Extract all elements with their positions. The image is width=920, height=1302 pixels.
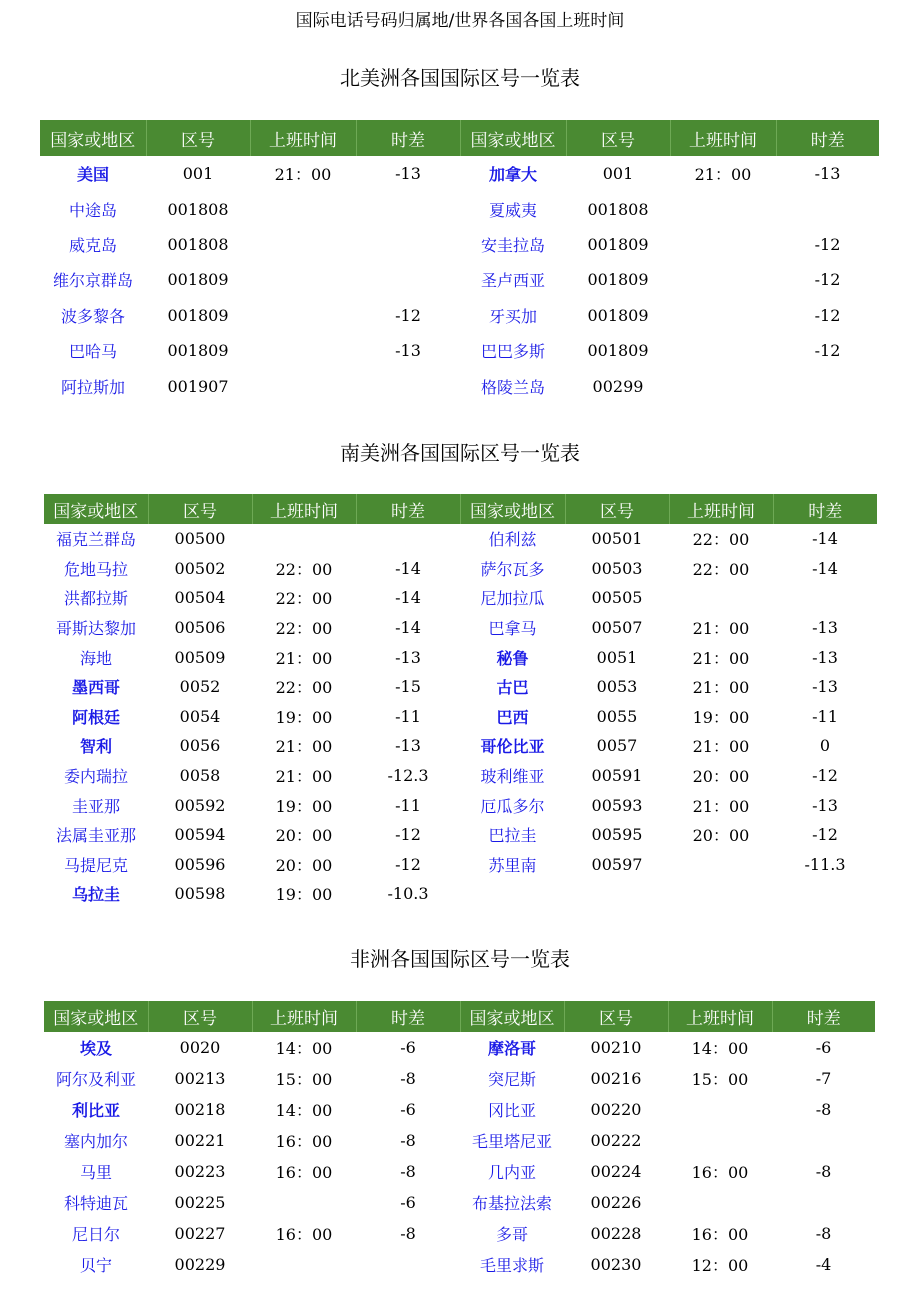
time-diff-cell: -12 xyxy=(814,234,841,254)
code-cell: 00506 xyxy=(174,618,226,638)
table-row xyxy=(44,1218,875,1249)
column-header: 上班时间 xyxy=(669,494,773,524)
code-cell: 00216 xyxy=(590,1069,642,1088)
time-diff-cell: -13 xyxy=(395,341,421,361)
code-cell: 00595 xyxy=(591,825,643,845)
table-row xyxy=(44,820,877,850)
time-diff-cell: -8 xyxy=(815,1224,832,1243)
code-cell: 00591 xyxy=(591,766,643,786)
column-header: 国家或地区 xyxy=(44,1001,148,1032)
country-cell: 几内亚 xyxy=(487,1163,536,1182)
work-time-cell: 21：00 xyxy=(275,648,333,668)
table-row xyxy=(40,191,879,226)
code-cell: 00593 xyxy=(591,795,643,815)
time-diff-cell: -8 xyxy=(400,1131,416,1150)
country-cell: 威克岛 xyxy=(68,235,117,255)
code-cell: 0056 xyxy=(179,736,221,756)
country-cell: 塞内加尔 xyxy=(63,1132,128,1151)
work-time-cell xyxy=(250,191,356,226)
south-america-table xyxy=(44,494,877,909)
country-cell: 海地 xyxy=(79,648,112,668)
time-diff-cell: -13 xyxy=(395,164,421,184)
work-time-cell: 16：00 xyxy=(275,1163,333,1182)
time-diff-cell: -6 xyxy=(815,1038,832,1057)
code-cell: 001907 xyxy=(167,376,229,396)
country-cell: 乌拉圭 xyxy=(71,885,120,905)
time-diff-cell xyxy=(356,524,460,554)
country-cell: 摩洛哥 xyxy=(487,1039,536,1058)
code-cell: 00220 xyxy=(590,1100,642,1119)
table-row xyxy=(44,613,877,643)
country-cell: 圣卢西亚 xyxy=(480,271,545,291)
time-diff-cell: 0 xyxy=(819,736,831,756)
table-row xyxy=(44,1032,875,1063)
work-time-cell: 20：00 xyxy=(692,767,750,787)
time-diff-cell: -12 xyxy=(814,305,841,325)
code-cell: 00229 xyxy=(174,1255,226,1274)
section-title-south-america: 南美洲各国国际区号一览表 xyxy=(340,441,580,465)
work-time-cell: 16：00 xyxy=(275,1225,333,1244)
country-cell: 哥伦比亚 xyxy=(480,737,545,757)
country-cell: 洪都拉斯 xyxy=(63,589,128,609)
code-cell: 00504 xyxy=(174,588,226,608)
table-row xyxy=(40,368,879,403)
code-cell: 001808 xyxy=(167,199,229,219)
africa-table xyxy=(44,1001,875,1280)
time-diff-cell: -10.3 xyxy=(387,884,429,904)
table-row xyxy=(40,227,879,262)
time-diff-cell: -13 xyxy=(814,164,841,184)
code-cell: 00299 xyxy=(592,376,644,396)
work-time-cell: 22：00 xyxy=(275,589,333,609)
table-row xyxy=(44,1125,875,1156)
work-time-cell xyxy=(250,298,356,333)
time-diff-cell: -8 xyxy=(400,1162,416,1181)
code-cell: 00505 xyxy=(591,588,643,608)
work-time-cell: 19：00 xyxy=(692,707,750,727)
code-cell: 00503 xyxy=(591,558,643,578)
country-cell: 巴拉圭 xyxy=(488,826,537,846)
code-cell: 001809 xyxy=(587,270,649,290)
code-cell: 00501 xyxy=(591,529,643,549)
column-header: 上班时间 xyxy=(670,120,776,156)
work-time-cell xyxy=(250,333,356,368)
code-cell: 00226 xyxy=(590,1193,642,1212)
time-diff-cell: -14 xyxy=(812,558,838,578)
country-cell: 阿尔及利亚 xyxy=(55,1070,136,1089)
country-cell: 巴拿马 xyxy=(488,619,537,639)
time-diff-cell xyxy=(356,191,460,226)
work-time-cell: 21：00 xyxy=(692,796,750,816)
time-diff-cell xyxy=(356,1249,460,1280)
code-cell: 00228 xyxy=(590,1224,642,1243)
code-cell: 0058 xyxy=(179,766,221,786)
country-cell: 智利 xyxy=(79,737,112,757)
country-cell: 突尼斯 xyxy=(487,1070,536,1089)
table-row xyxy=(44,702,877,732)
code-cell: 001 xyxy=(602,164,634,184)
code-cell: 001809 xyxy=(587,305,649,325)
country-cell: 厄瓜多尔 xyxy=(480,796,545,816)
work-time-cell: 20：00 xyxy=(275,855,333,875)
column-header: 区号 xyxy=(148,494,252,524)
work-time-cell: 21：00 xyxy=(275,767,333,787)
work-time-cell: 21：00 xyxy=(692,678,750,698)
time-diff-cell: -11 xyxy=(395,706,421,726)
country-cell: 多哥 xyxy=(495,1225,528,1244)
code-cell: 00223 xyxy=(174,1162,226,1181)
code-cell: 001809 xyxy=(167,305,229,325)
work-time-cell xyxy=(250,227,356,262)
table-row xyxy=(44,850,877,880)
code-cell: 00598 xyxy=(174,884,226,904)
country-cell: 阿根廷 xyxy=(71,707,120,727)
table-row xyxy=(44,642,877,672)
code-cell: 00596 xyxy=(174,854,226,874)
code-cell: 00507 xyxy=(591,618,643,638)
code-cell: 001 xyxy=(182,164,214,184)
country-cell: 尼加拉瓜 xyxy=(480,589,545,609)
country-cell: 加拿大 xyxy=(488,165,537,185)
column-header: 上班时间 xyxy=(668,1001,772,1032)
country-cell: 埃及 xyxy=(79,1039,112,1058)
time-diff-cell: -12.3 xyxy=(387,766,429,786)
work-time-cell: 14：00 xyxy=(691,1039,749,1058)
country-cell xyxy=(460,879,565,909)
country-cell: 波多黎各 xyxy=(60,306,125,326)
time-diff-cell xyxy=(776,191,879,226)
column-header: 区号 xyxy=(566,120,670,156)
country-cell: 利比亚 xyxy=(71,1101,120,1120)
country-cell: 毛里塔尼亚 xyxy=(471,1132,552,1151)
table-row xyxy=(44,524,877,554)
work-time-cell xyxy=(252,1249,356,1280)
table-row xyxy=(40,262,879,297)
table-row xyxy=(44,1187,875,1218)
work-time-cell: 22：00 xyxy=(692,530,750,550)
code-cell: 001809 xyxy=(167,341,229,361)
column-header: 国家或地区 xyxy=(460,120,566,156)
work-time-cell: 21：00 xyxy=(692,737,750,757)
column-header: 时差 xyxy=(773,494,877,524)
code-cell: 00594 xyxy=(174,825,226,845)
table-row xyxy=(44,583,877,613)
work-time-cell xyxy=(670,191,776,226)
code-cell: 00502 xyxy=(174,558,226,578)
work-time-cell xyxy=(670,368,776,403)
country-cell: 古巴 xyxy=(496,678,529,698)
time-diff-cell: -8 xyxy=(815,1100,832,1119)
table-header-row xyxy=(44,1001,875,1032)
time-diff-cell: -4 xyxy=(815,1255,832,1274)
country-cell: 伯利兹 xyxy=(488,530,537,550)
work-time-cell: 21：00 xyxy=(692,648,750,668)
time-diff-cell: -7 xyxy=(815,1069,832,1088)
column-header: 国家或地区 xyxy=(44,494,148,524)
time-diff-cell: -8 xyxy=(815,1162,832,1181)
code-cell: 00225 xyxy=(174,1193,226,1212)
document-title: 国际电话号码归属地/世界各国各国上班时间 xyxy=(295,11,625,31)
time-diff-cell: -11 xyxy=(812,706,838,726)
work-time-cell xyxy=(668,1094,772,1125)
time-diff-cell: -14 xyxy=(395,618,421,638)
work-time-cell: 21：00 xyxy=(274,165,332,185)
time-diff-cell: -14 xyxy=(395,558,421,578)
column-header: 时差 xyxy=(776,120,879,156)
work-time-cell xyxy=(668,1125,772,1156)
country-cell: 墨西哥 xyxy=(71,678,120,698)
time-diff-cell xyxy=(773,583,877,613)
code-cell: 001808 xyxy=(167,234,229,254)
column-header: 时差 xyxy=(356,1001,460,1032)
time-diff-cell xyxy=(773,879,877,909)
country-cell: 冈比亚 xyxy=(487,1101,536,1120)
time-diff-cell: -6 xyxy=(400,1100,416,1119)
code-cell: 00500 xyxy=(174,529,226,549)
time-diff-cell: -13 xyxy=(812,647,838,667)
time-diff-cell: -12 xyxy=(812,825,838,845)
work-time-cell xyxy=(669,879,773,909)
code-cell xyxy=(565,879,669,909)
code-cell: 00230 xyxy=(590,1255,642,1274)
work-time-cell: 19：00 xyxy=(275,796,333,816)
column-header: 时差 xyxy=(772,1001,875,1032)
work-time-cell: 22：00 xyxy=(275,678,333,698)
time-diff-cell: -13 xyxy=(812,677,838,697)
code-cell: 00509 xyxy=(174,647,226,667)
work-time-cell: 16：00 xyxy=(275,1132,333,1151)
work-time-cell xyxy=(252,1187,356,1218)
country-cell: 夏威夷 xyxy=(488,200,537,220)
code-cell: 001809 xyxy=(587,234,649,254)
work-time-cell: 19：00 xyxy=(275,707,333,727)
code-cell: 0054 xyxy=(179,706,221,726)
country-cell: 秘鲁 xyxy=(496,648,529,668)
code-cell: 001809 xyxy=(167,270,229,290)
work-time-cell xyxy=(670,298,776,333)
code-cell: 00210 xyxy=(590,1038,642,1057)
work-time-cell: 15：00 xyxy=(691,1070,749,1089)
code-cell: 00227 xyxy=(174,1224,226,1243)
code-cell: 0053 xyxy=(596,677,638,697)
code-cell: 0020 xyxy=(179,1038,221,1057)
work-time-cell: 21：00 xyxy=(275,737,333,757)
code-cell: 00221 xyxy=(174,1131,226,1150)
column-header: 时差 xyxy=(356,494,460,524)
work-time-cell xyxy=(250,368,356,403)
time-diff-cell: -13 xyxy=(395,647,421,667)
time-diff-cell: -11 xyxy=(395,795,421,815)
work-time-cell: 19：00 xyxy=(275,885,333,905)
code-cell: 00592 xyxy=(174,795,226,815)
column-header: 国家或地区 xyxy=(40,120,146,156)
code-cell: 00597 xyxy=(591,854,643,874)
table-row xyxy=(40,156,879,191)
table-row xyxy=(44,790,877,820)
country-cell: 巴西 xyxy=(496,707,529,727)
column-header: 时差 xyxy=(356,120,460,156)
work-time-cell xyxy=(252,524,356,554)
country-cell: 格陵兰岛 xyxy=(480,377,545,397)
table-header-row xyxy=(44,494,877,524)
country-cell: 科特迪瓦 xyxy=(63,1194,128,1213)
code-cell: 0051 xyxy=(596,647,638,667)
time-diff-cell: -12 xyxy=(814,341,841,361)
country-cell: 维尔京群岛 xyxy=(52,271,133,291)
code-cell: 0055 xyxy=(596,706,638,726)
time-diff-cell: -12 xyxy=(395,825,421,845)
country-cell: 布基拉法索 xyxy=(471,1194,552,1213)
work-time-cell xyxy=(669,850,773,880)
column-header: 国家或地区 xyxy=(460,494,565,524)
work-time-cell: 20：00 xyxy=(692,826,750,846)
time-diff-cell xyxy=(776,368,879,403)
time-diff-cell: -12 xyxy=(812,766,838,786)
time-diff-cell: -15 xyxy=(395,677,421,697)
section-title-africa: 非洲各国国际区号一览表 xyxy=(350,947,570,971)
country-cell: 法属圭亚那 xyxy=(55,826,136,846)
time-diff-cell: -8 xyxy=(400,1069,416,1088)
country-cell: 牙买加 xyxy=(488,306,537,326)
time-diff-cell: -6 xyxy=(400,1038,416,1057)
country-cell: 圭亚那 xyxy=(71,796,120,816)
work-time-cell: 22：00 xyxy=(275,619,333,639)
country-cell: 巴哈马 xyxy=(68,342,117,362)
time-diff-cell xyxy=(356,368,460,403)
work-time-cell: 20：00 xyxy=(275,826,333,846)
country-cell: 马里 xyxy=(79,1163,112,1182)
work-time-cell: 15：00 xyxy=(275,1070,333,1089)
work-time-cell: 16：00 xyxy=(691,1163,749,1182)
time-diff-cell: -12 xyxy=(814,270,841,290)
work-time-cell: 12：00 xyxy=(691,1256,749,1275)
country-cell: 尼日尔 xyxy=(71,1225,120,1244)
north-america-table xyxy=(40,120,879,404)
time-diff-cell: -12 xyxy=(395,854,421,874)
work-time-cell xyxy=(670,227,776,262)
work-time-cell xyxy=(670,262,776,297)
country-cell: 苏里南 xyxy=(488,855,537,875)
time-diff-cell: -11.3 xyxy=(804,854,846,874)
time-diff-cell: -13 xyxy=(812,795,838,815)
country-cell: 玻利维亚 xyxy=(480,767,545,787)
table-row xyxy=(44,879,877,909)
column-header: 区号 xyxy=(565,494,669,524)
table-row xyxy=(44,1249,875,1280)
table-row xyxy=(44,672,877,702)
table-row xyxy=(44,731,877,761)
table-row xyxy=(40,333,879,368)
section-title-north-america: 北美洲各国国际区号一览表 xyxy=(340,66,580,90)
column-header: 区号 xyxy=(146,120,250,156)
code-cell: 00222 xyxy=(590,1131,642,1150)
country-cell: 巴巴多斯 xyxy=(480,342,545,362)
time-diff-cell: -14 xyxy=(395,588,421,608)
code-cell: 00213 xyxy=(174,1069,226,1088)
time-diff-cell xyxy=(772,1187,875,1218)
work-time-cell xyxy=(669,583,773,613)
table-row xyxy=(40,298,879,333)
column-header: 上班时间 xyxy=(252,494,356,524)
code-cell: 00224 xyxy=(590,1162,642,1181)
country-cell: 中途岛 xyxy=(68,200,117,220)
work-time-cell: 22：00 xyxy=(275,559,333,579)
table-row xyxy=(44,761,877,791)
table-header-row xyxy=(40,120,879,156)
column-header: 区号 xyxy=(564,1001,668,1032)
work-time-cell: 14：00 xyxy=(275,1101,333,1120)
work-time-cell: 21：00 xyxy=(694,165,752,185)
country-cell: 委内瑞拉 xyxy=(63,767,128,787)
time-diff-cell: -12 xyxy=(395,305,421,325)
table-row xyxy=(44,554,877,584)
country-cell: 安圭拉岛 xyxy=(480,235,545,255)
country-cell: 福克兰群岛 xyxy=(55,530,136,550)
time-diff-cell: -8 xyxy=(400,1224,416,1243)
table-row xyxy=(44,1156,875,1187)
country-cell: 贝宁 xyxy=(79,1256,112,1275)
work-time-cell xyxy=(250,262,356,297)
time-diff-cell: -6 xyxy=(400,1193,416,1212)
code-cell: 001809 xyxy=(587,341,649,361)
column-header: 国家或地区 xyxy=(460,1001,564,1032)
time-diff-cell: -13 xyxy=(395,736,421,756)
country-cell: 哥斯达黎加 xyxy=(55,619,136,639)
table-row xyxy=(44,1063,875,1094)
country-cell: 马提尼克 xyxy=(63,855,128,875)
code-cell: 001808 xyxy=(587,199,649,219)
work-time-cell xyxy=(668,1187,772,1218)
country-cell: 美国 xyxy=(76,165,109,185)
country-cell: 危地马拉 xyxy=(63,559,128,579)
column-header: 上班时间 xyxy=(252,1001,356,1032)
country-cell: 阿拉斯加 xyxy=(60,377,125,397)
work-time-cell: 14：00 xyxy=(275,1039,333,1058)
country-cell: 萨尔瓦多 xyxy=(480,559,545,579)
work-time-cell: 21：00 xyxy=(692,619,750,639)
country-cell: 毛里求斯 xyxy=(479,1256,544,1275)
code-cell: 00218 xyxy=(174,1100,226,1119)
time-diff-cell xyxy=(356,262,460,297)
work-time-cell xyxy=(670,333,776,368)
time-diff-cell xyxy=(356,227,460,262)
work-time-cell: 22：00 xyxy=(692,559,750,579)
code-cell: 0052 xyxy=(179,677,221,697)
code-cell: 0057 xyxy=(596,736,638,756)
time-diff-cell xyxy=(772,1125,875,1156)
time-diff-cell: -14 xyxy=(812,529,838,549)
time-diff-cell: -13 xyxy=(812,618,838,638)
column-header: 上班时间 xyxy=(250,120,356,156)
work-time-cell: 16：00 xyxy=(691,1225,749,1244)
column-header: 区号 xyxy=(148,1001,252,1032)
table-row xyxy=(44,1094,875,1125)
